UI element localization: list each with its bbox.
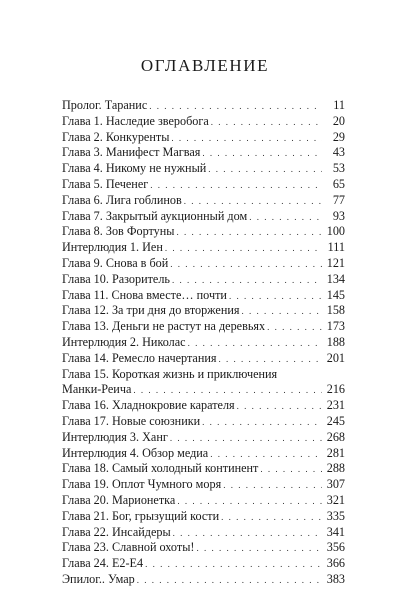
toc-entry [62, 509, 345, 525]
toc-entry-title: Глава 13. Деньги не растут на деревьях [62, 319, 266, 334]
dot-leader [221, 510, 322, 526]
dot-leader [219, 352, 323, 368]
dot-leader [223, 478, 322, 494]
toc-entry-title: Глава 7. Закрытый аукционный дом [62, 208, 248, 223]
toc-entry-title: Интерлюдия 3. Ханг [62, 429, 168, 444]
toc-entry-title: Глава 8. Зов Фортуны [62, 224, 175, 239]
table-of-contents [62, 98, 345, 588]
dot-leader [184, 194, 322, 210]
toc-entry-page: 245 [326, 413, 345, 428]
toc-entry-title: Глава 23. Славной охоты! [62, 540, 195, 555]
toc-entry-page: 134 [326, 271, 345, 286]
toc-entry [62, 477, 345, 493]
toc-entry-title: Манки-Реича [62, 382, 132, 397]
toc-entry [62, 272, 345, 288]
toc-entry [62, 256, 345, 272]
toc-entry [62, 288, 345, 304]
toc-entry [62, 398, 345, 414]
toc-entry-title: Глава 12. За три дня до вторжения [62, 303, 240, 318]
toc-entry [62, 161, 345, 177]
toc-entry-title: Интерлюдия 2. Николас [62, 334, 186, 349]
dot-leader [176, 225, 322, 241]
toc-entry-title: Глава 18. Самый холодный континент [62, 461, 259, 476]
dot-leader [171, 131, 322, 147]
toc-entry-page: 383 [326, 571, 345, 586]
toc-entry [62, 414, 345, 430]
toc-entry [62, 335, 345, 351]
dot-leader [172, 273, 322, 289]
toc-entry-page: 100 [326, 224, 345, 239]
toc-entry-title: Глава 15. Короткая жизнь и приключения [62, 366, 278, 381]
toc-entry-title: Глава 16. Хладнокровие карателя [62, 398, 235, 413]
toc-entry-title: Интерлюдия 4. Обзор медиа [62, 445, 209, 460]
toc-entry-page: 121 [326, 255, 345, 270]
dot-leader [202, 146, 322, 162]
dot-leader [211, 115, 322, 131]
toc-entry [62, 209, 345, 225]
dot-leader [188, 336, 322, 352]
toc-entry-page: 53 [332, 161, 345, 176]
toc-entry-page: 158 [326, 303, 345, 318]
dot-leader [208, 162, 322, 178]
dot-leader [242, 304, 323, 320]
toc-entry-page: 341 [326, 524, 345, 539]
toc-entry-page: 321 [326, 492, 345, 507]
toc-entry [62, 556, 345, 572]
dot-leader [173, 526, 322, 542]
toc-entry-page: 111 [327, 240, 345, 255]
toc-entry [62, 493, 345, 509]
toc-entry-page: 216 [326, 382, 345, 397]
dot-leader [137, 573, 322, 589]
toc-entry [62, 461, 345, 477]
dot-leader [170, 431, 322, 447]
toc-entry-page: 43 [332, 145, 345, 160]
toc-entry [62, 446, 345, 462]
toc-entry-page: 366 [326, 556, 345, 571]
toc-entry-title: Интерлюдия 1. Иен [62, 240, 163, 255]
toc-entry-title: Глава 21. Бог, грызущий кости [62, 508, 220, 523]
toc-entry-page: 20 [332, 113, 345, 128]
dot-leader [202, 415, 322, 431]
toc-entry-page: 281 [326, 445, 345, 460]
dot-leader [267, 320, 322, 336]
toc-entry-title: Глава 6. Лига гоблинов [62, 192, 182, 207]
toc-entry-continuation [62, 382, 345, 398]
toc-entry [62, 130, 345, 146]
dot-leader [196, 541, 322, 557]
page-title: ОГЛАВЛЕНИЕ [140, 56, 270, 75]
toc-entry-page: 201 [326, 350, 345, 365]
toc-entry [62, 303, 345, 319]
toc-entry [62, 351, 345, 367]
toc-entry-title: Глава 24. E2-E4 [62, 556, 144, 571]
toc-entry-title: Глава 17. Новые союзники [62, 413, 201, 428]
dot-leader [210, 447, 322, 463]
dot-leader [170, 257, 322, 273]
toc-entry [62, 193, 345, 209]
toc-entry [62, 319, 345, 335]
toc-entry-title: Глава 9. Снова в бой [62, 255, 169, 270]
toc-entry-page: 288 [326, 461, 345, 476]
toc-entry-title: Эпилог.. Умар [62, 571, 135, 586]
toc-entry [62, 98, 345, 114]
dot-leader [229, 289, 322, 305]
toc-entry-page: 231 [326, 398, 345, 413]
toc-entry [62, 540, 345, 556]
dot-leader [133, 383, 322, 399]
toc-entry-page: 173 [326, 319, 345, 334]
toc-entry [62, 240, 345, 256]
toc-entry-title: Глава 11. Снова вместе… почти [62, 287, 227, 302]
toc-entry-page: 65 [332, 176, 345, 191]
dot-leader [145, 557, 322, 573]
toc-entry [62, 525, 345, 541]
toc-entry-title: Глава 14. Ремесло начертания [62, 350, 217, 365]
toc-entry-title: Глава 4. Никому не нужный [62, 161, 207, 176]
toc-entry [62, 177, 345, 193]
dot-leader [237, 399, 322, 415]
toc-entry-title: Глава 10. Разоритель [62, 271, 170, 286]
toc-entry-title: Пролог. Таранис [62, 98, 148, 112]
toc-entry-title: Глава 20. Марионетка [62, 492, 176, 507]
toc-entry-page: 29 [332, 129, 345, 144]
toc-entry-page: 77 [332, 192, 345, 207]
toc-entry-title: Глава 3. Манифест Магвая [62, 145, 201, 160]
dot-leader [260, 462, 322, 478]
toc-entry-page: 307 [326, 477, 345, 492]
toc-entry [62, 430, 345, 446]
toc-entry-page: 93 [332, 208, 345, 223]
toc-entry-page: 268 [326, 429, 345, 444]
dot-leader [249, 210, 322, 226]
toc-entry-title: Глава 1. Наследие зверобога [62, 113, 209, 128]
toc-entry-page: 356 [326, 540, 345, 555]
toc-entry-page: 145 [326, 287, 345, 302]
toc-entry-title: Глава 2. Конкуренты [62, 129, 170, 144]
dot-leader [165, 241, 322, 257]
toc-entry-title: Глава 22. Инсайдеры [62, 524, 171, 539]
toc-entry [62, 367, 345, 383]
toc-entry-page: 11 [333, 98, 345, 112]
toc-entry [62, 114, 345, 130]
dot-leader [150, 178, 322, 194]
dot-leader [149, 99, 322, 115]
toc-entry [62, 145, 345, 161]
toc-entry-page: 188 [326, 334, 345, 349]
toc-entry [62, 224, 345, 240]
toc-entry-page: 335 [326, 508, 345, 523]
toc-entry-title: Глава 5. Печенег [62, 176, 149, 191]
toc-entry-title: Глава 19. Оплот Чумного моря [62, 477, 222, 492]
toc-entry [62, 572, 345, 588]
dot-leader [177, 494, 322, 510]
